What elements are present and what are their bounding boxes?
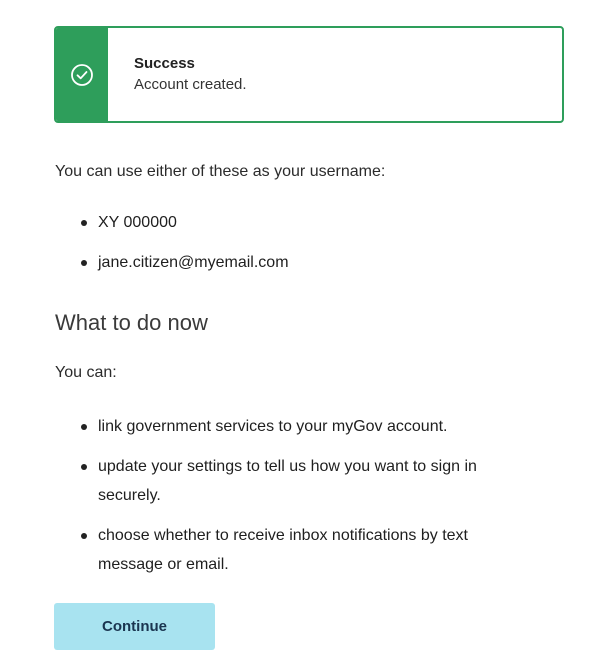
action-text: link government services to your myGov account. bbox=[98, 418, 448, 435]
bullet-icon bbox=[81, 464, 87, 470]
you-can-text: You can: bbox=[55, 364, 117, 381]
alert-title: Success bbox=[134, 55, 195, 72]
username-value: jane.citizen@myemail.com bbox=[98, 254, 289, 271]
username-value: XY 000000 bbox=[98, 214, 177, 231]
continue-button[interactable]: Continue bbox=[54, 603, 215, 650]
username-item bbox=[55, 212, 289, 252]
bullet-icon bbox=[81, 220, 87, 226]
action-item bbox=[55, 521, 535, 579]
action-text: update your settings to tell us how you want to sign in securely. bbox=[98, 458, 477, 504]
check-circle-icon bbox=[70, 63, 94, 87]
bullet-icon bbox=[81, 260, 87, 266]
alert-message: Account created. bbox=[134, 76, 247, 93]
bullet-icon bbox=[81, 533, 87, 539]
section-heading: What to do now bbox=[55, 310, 208, 335]
username-item bbox=[55, 252, 289, 292]
action-item bbox=[55, 412, 535, 441]
alert-status-bar bbox=[56, 28, 108, 121]
bullet-icon bbox=[81, 424, 87, 430]
success-alert bbox=[54, 26, 564, 123]
action-item bbox=[55, 452, 535, 510]
action-text: choose whether to receive inbox notifications by text message or email. bbox=[98, 527, 468, 573]
username-list bbox=[55, 212, 289, 292]
alert-text bbox=[108, 28, 247, 121]
action-list bbox=[55, 412, 535, 590]
username-intro-text: You can use either of these as your username: bbox=[55, 163, 386, 180]
